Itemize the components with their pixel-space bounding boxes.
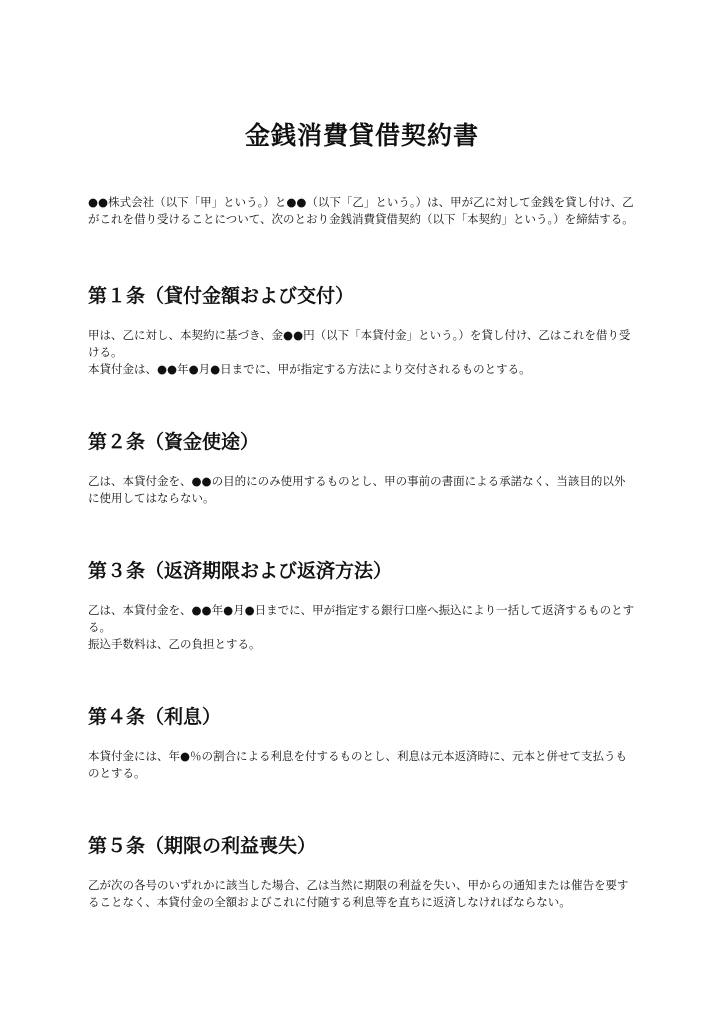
article-4-heading: 第４条（利息）	[88, 706, 222, 728]
article-4	[88, 703, 636, 782]
article-3-paragraph-1: 乙は、本貸付金を、●●年●月●日までに、甲が指定する銀行口座へ振込により一括して返済するものとする。	[88, 603, 635, 634]
article-2	[88, 428, 636, 507]
article-1-paragraph-2: 本貸付金は、●●年●月●日までに、甲が指定する方法により交付されるものとする。	[88, 362, 531, 376]
preamble	[88, 194, 636, 228]
article-5-heading: 第５条（期限の利益喪失）	[88, 835, 317, 857]
article-2-heading: 第２条（資金使途）	[88, 431, 260, 453]
article-2-paragraph-1: 乙は、本貸付金を、●●の目的にのみ使用するものとし、甲の事前の書面による承諾なく、当該目的以外に使用してはならない。	[88, 474, 626, 505]
article-1-heading: 第１条（貸付金額および交付）	[88, 285, 355, 307]
article-5	[88, 832, 636, 911]
article-3	[88, 557, 636, 653]
article-4-paragraph-1: 本貸付金には、年●％の割合による利息を付するものとし、利息は元本返済時に、元本と併せて支払うものとする。	[88, 749, 628, 780]
article-1	[88, 282, 636, 378]
article-1-paragraph-1: 甲は、乙に対し、本契約に基づき、金●●円（以下「本貸付金」という。）を貸し付け、乙はこれを借り受ける。	[88, 328, 631, 359]
article-3-heading: 第３条（返済期限および返済方法）	[88, 560, 393, 582]
article-3-paragraph-2: 振込手数料は、乙の負担とする。	[88, 637, 261, 651]
article-5-paragraph-1: 乙が次の各号のいずれかに該当した場合、乙は当然に期限の利益を失い、甲からの通知または催告を要することなく、本貸付金の全額およびこれに付随する利息等を直ちに返済しなければならない。	[88, 878, 629, 909]
preamble-text: ●●株式会社（以下「甲」という。）と●●（以下「乙」という。）は、甲が乙に対して金銭を貸し付け、乙がこれを借り受けることについて、次のとおり金銭消費貸借契約（以下「本契約」という。）を締結する。	[88, 195, 634, 226]
document-title: 金銭消費貸借契約書	[244, 121, 479, 150]
